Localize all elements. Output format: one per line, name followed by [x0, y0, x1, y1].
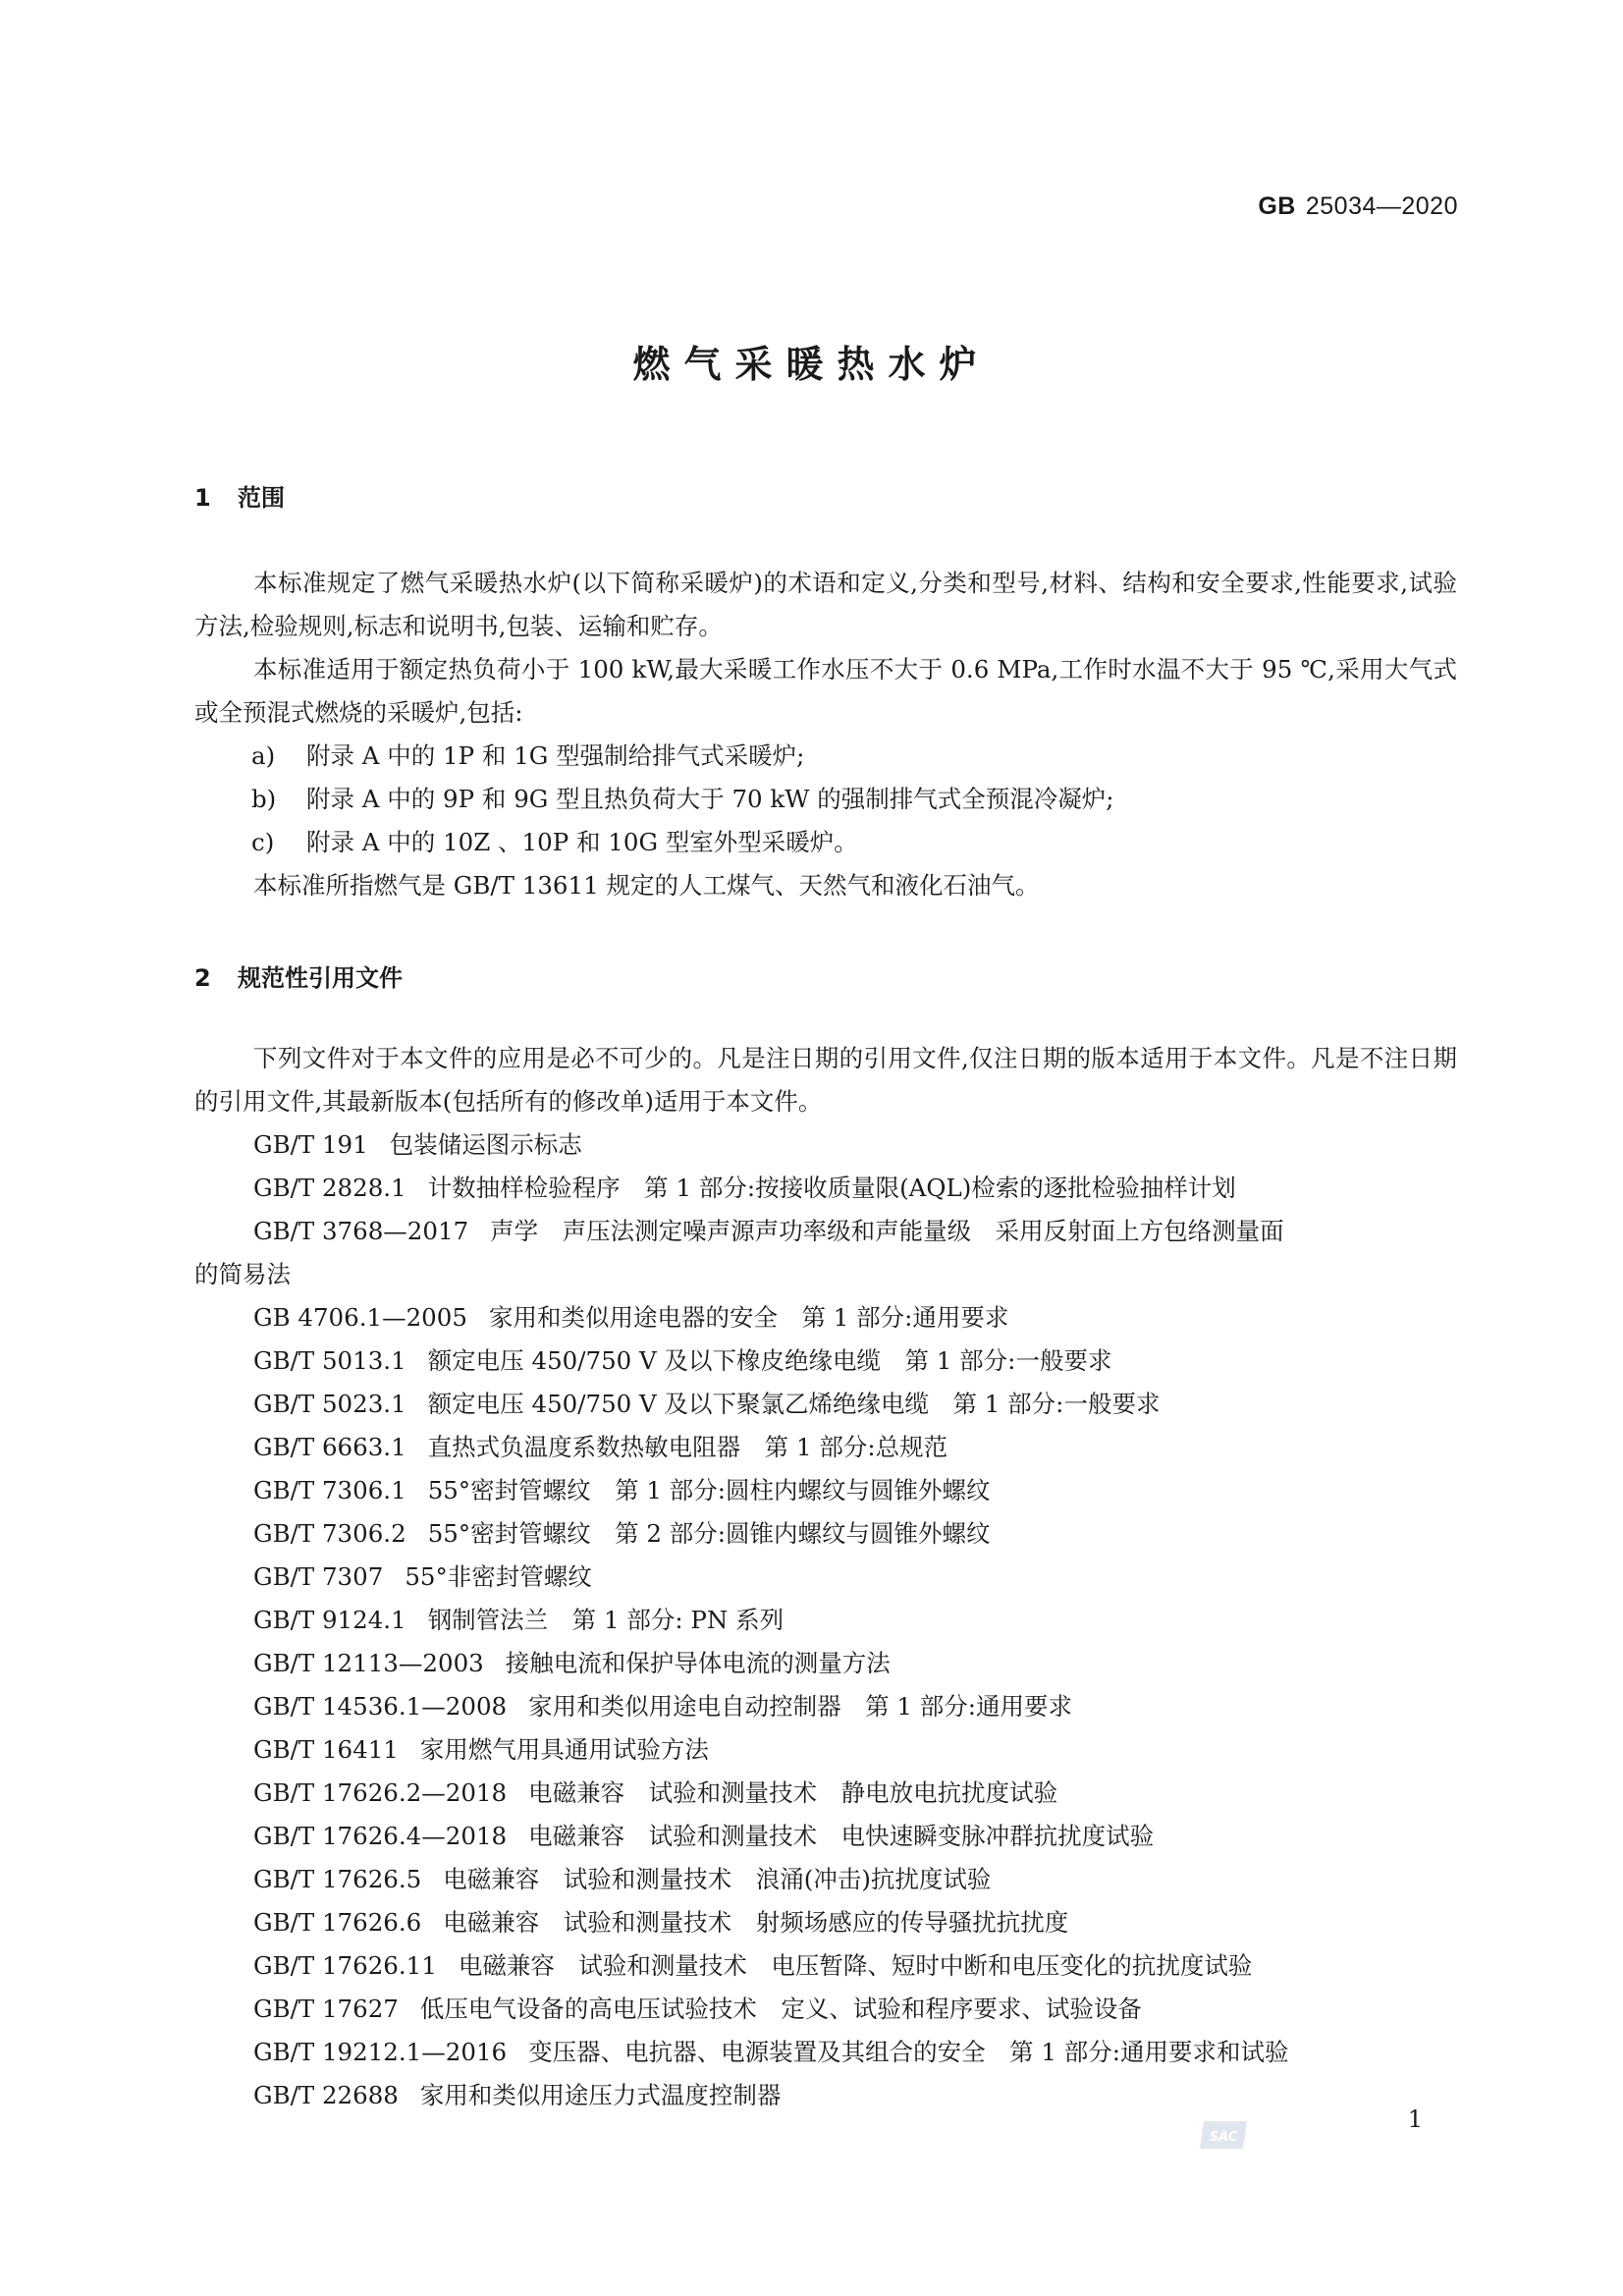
reference-code: GB/T 5013.1: [253, 1346, 406, 1375]
list-item-label: b): [251, 785, 277, 813]
reference-item: [194, 1426, 1457, 1469]
reference-item: [194, 1642, 1457, 1685]
reference-code: GB/T 2828.1: [253, 1174, 406, 1202]
reference-item: [194, 1556, 1457, 1599]
standard-number: 25034—2020: [1305, 192, 1458, 220]
reference-item: [194, 1296, 1457, 1339]
reference-title: 电磁兼容 试验和测量技术 浪涌(冲击)抗扰度试验: [443, 1865, 992, 1893]
reference-code: GB/T 17626.6: [253, 1908, 422, 1937]
standard-prefix: GB: [1258, 192, 1296, 220]
section-references-body: [194, 1037, 1457, 2117]
reference-code: GB 4706.1—2005: [253, 1303, 467, 1332]
reference-title-continuation: 的简易法: [194, 1260, 291, 1288]
reference-title: 家用和类似用途电自动控制器 第 1 部分:通用要求: [528, 1692, 1073, 1721]
reference-code: GB/T 9124.1: [253, 1606, 406, 1634]
reference-item: [194, 1512, 1457, 1556]
reference-title: 家用燃气用具通用试验方法: [419, 1735, 709, 1764]
reference-item: [194, 2074, 1457, 2117]
reference-title: 声学 声压法测定噪声源声功率级和声能量级 采用反射面上方包络测量面: [490, 1217, 1284, 1245]
reference-item: [194, 1858, 1457, 1901]
list-item-text: 附录 A 中的 10Z 、10P 和 10G 型室外型采暖炉。: [306, 828, 858, 856]
document-title: 燃气采暖热水炉: [632, 343, 991, 386]
reference-code: GB/T 6663.1: [253, 1433, 406, 1461]
reference-code: GB/T 191: [253, 1130, 368, 1159]
reference-code: GB/T 14536.1—2008: [253, 1692, 508, 1721]
list-item-label: c): [251, 828, 275, 856]
reference-item: [194, 1944, 1457, 1988]
section-scope-body: [194, 562, 1457, 907]
reference-title: 电磁兼容 试验和测量技术 射频场感应的传导骚扰抗扰度: [443, 1908, 1069, 1937]
reference-code: GB/T 3768—2017: [253, 1217, 469, 1245]
paragraph: 本标准适用于额定热负荷小于 100 kW,最大采暖工作水压不大于 0.6 MPa,工作时水温不大于 95 ℃,采用大气式或全预混式燃烧的采暖炉,包括:: [194, 655, 1457, 727]
sac-logo: [1198, 2117, 1251, 2153]
list-item: [194, 735, 1457, 778]
reference-code: GB/T 17626.2—2018: [253, 1778, 508, 1807]
paragraph: 本标准规定了燃气采暖热水炉(以下简称采暖炉)的术语和定义,分类和型号,材料、结构和安全要求,性能要求,试验方法,检验规则,标志和说明书,包装、运输和贮存。: [194, 569, 1457, 640]
list-item: [194, 778, 1457, 821]
reference-item: [194, 1728, 1457, 1772]
paragraph: 下列文件对于本文件的应用是必不可少的。凡是注日期的引用文件,仅注日期的版本适用于本文件。凡是不注日期的引用文件,其最新版本(包括所有的修改单)适用于本文件。: [194, 1044, 1457, 1116]
list-item-label: a): [251, 741, 276, 770]
reference-code: GB/T 7306.1: [253, 1476, 406, 1504]
reference-code: GB/T 17626.4—2018: [253, 1822, 508, 1850]
reference-code: GB/T 7307: [253, 1562, 384, 1591]
reference-item: [194, 1210, 1457, 1296]
reference-item: [194, 1772, 1457, 1815]
reference-title: 家用和类似用途电器的安全 第 1 部分:通用要求: [488, 1303, 1009, 1332]
reference-code: GB/T 7306.2: [253, 1519, 406, 1548]
section-title: 范围: [238, 484, 285, 512]
reference-code: GB/T 19212.1—2016: [253, 2038, 508, 2066]
reference-title: 额定电压 450/750 V 及以下聚氯乙烯绝缘电缆 第 1 部分:一般要求: [427, 1390, 1161, 1418]
section-heading-normative-references: [194, 958, 403, 993]
section-title: 规范性引用文件: [238, 964, 403, 992]
reference-item: [194, 2031, 1457, 2074]
list-item-text: 附录 A 中的 1P 和 1G 型强制给排气式采暖炉;: [306, 741, 805, 770]
reference-code: GB/T 17626.5: [253, 1865, 422, 1893]
reference-item: [194, 1339, 1457, 1383]
section-number: 1: [194, 484, 211, 512]
standard-code: [1258, 192, 1458, 221]
reference-code: GB/T 5023.1: [253, 1390, 406, 1418]
reference-code: GB/T 22688: [253, 2081, 399, 2109]
reference-title: 55°密封管螺纹 第 1 部分:圆柱内螺纹与圆锥外螺纹: [427, 1476, 991, 1504]
reference-item: [194, 1123, 1457, 1167]
reference-title: 55°密封管螺纹 第 2 部分:圆锥内螺纹与圆锥外螺纹: [427, 1519, 991, 1548]
reference-title: 电磁兼容 试验和测量技术 静电放电抗扰度试验: [528, 1778, 1058, 1807]
reference-item: [194, 1988, 1457, 2031]
reference-title: 电磁兼容 试验和测量技术 电快速瞬变脉冲群抗扰度试验: [528, 1822, 1155, 1850]
reference-code: GB/T 16411: [253, 1735, 399, 1764]
reference-title: 55°非密封管螺纹: [405, 1562, 592, 1591]
reference-title: 家用和类似用途压力式温度控制器: [419, 2081, 782, 2109]
list-item-text: 附录 A 中的 9P 和 9G 型且热负荷大于 70 kW 的强制排气式全预混冷凝炉;: [306, 785, 1114, 813]
section-heading-scope: [194, 478, 285, 513]
reference-item: [194, 1599, 1457, 1642]
reference-item: [194, 1815, 1457, 1858]
reference-title: 变压器、电抗器、电源装置及其组合的安全 第 1 部分:通用要求和试验: [528, 2038, 1289, 2066]
reference-code: GB/T 12113—2003: [253, 1649, 484, 1677]
section-number: 2: [194, 964, 211, 992]
reference-code: GB/T 17626.11: [253, 1951, 437, 1980]
reference-title: 钢制管法兰 第 1 部分: PN 系列: [427, 1606, 784, 1634]
reference-title: 直热式负温度系数热敏电阻器 第 1 部分:总规范: [427, 1433, 948, 1461]
page-number: 1: [1407, 2105, 1423, 2133]
list-item: [194, 821, 1457, 864]
reference-title: 包装储运图示标志: [389, 1130, 582, 1159]
reference-title: 计数抽样检验程序 第 1 部分:按接收质量限(AQL)检索的逐批检验抽样计划: [427, 1174, 1236, 1202]
reference-item: [194, 1383, 1457, 1426]
reference-item: [194, 1685, 1457, 1728]
sac-logo-text: SAC: [1209, 2130, 1238, 2145]
reference-title: 电磁兼容 试验和测量技术 电压暂降、短时中断和电压变化的抗扰度试验: [458, 1951, 1253, 1980]
reference-item: [194, 1167, 1457, 1210]
reference-title: 额定电压 450/750 V 及以下橡皮绝缘电缆 第 1 部分:一般要求: [427, 1346, 1112, 1375]
reference-title: 接触电流和保护导体电流的测量方法: [505, 1649, 891, 1677]
reference-item: [194, 1901, 1457, 1944]
paragraph: 本标准所指燃气是 GB/T 13611 规定的人工煤气、天然气和液化石油气。: [253, 871, 1040, 900]
reference-code: GB/T 17627: [253, 1995, 399, 2023]
reference-title: 低压电气设备的高电压试验技术 定义、试验和程序要求、试验设备: [419, 1995, 1142, 2023]
reference-item: [194, 1469, 1457, 1512]
